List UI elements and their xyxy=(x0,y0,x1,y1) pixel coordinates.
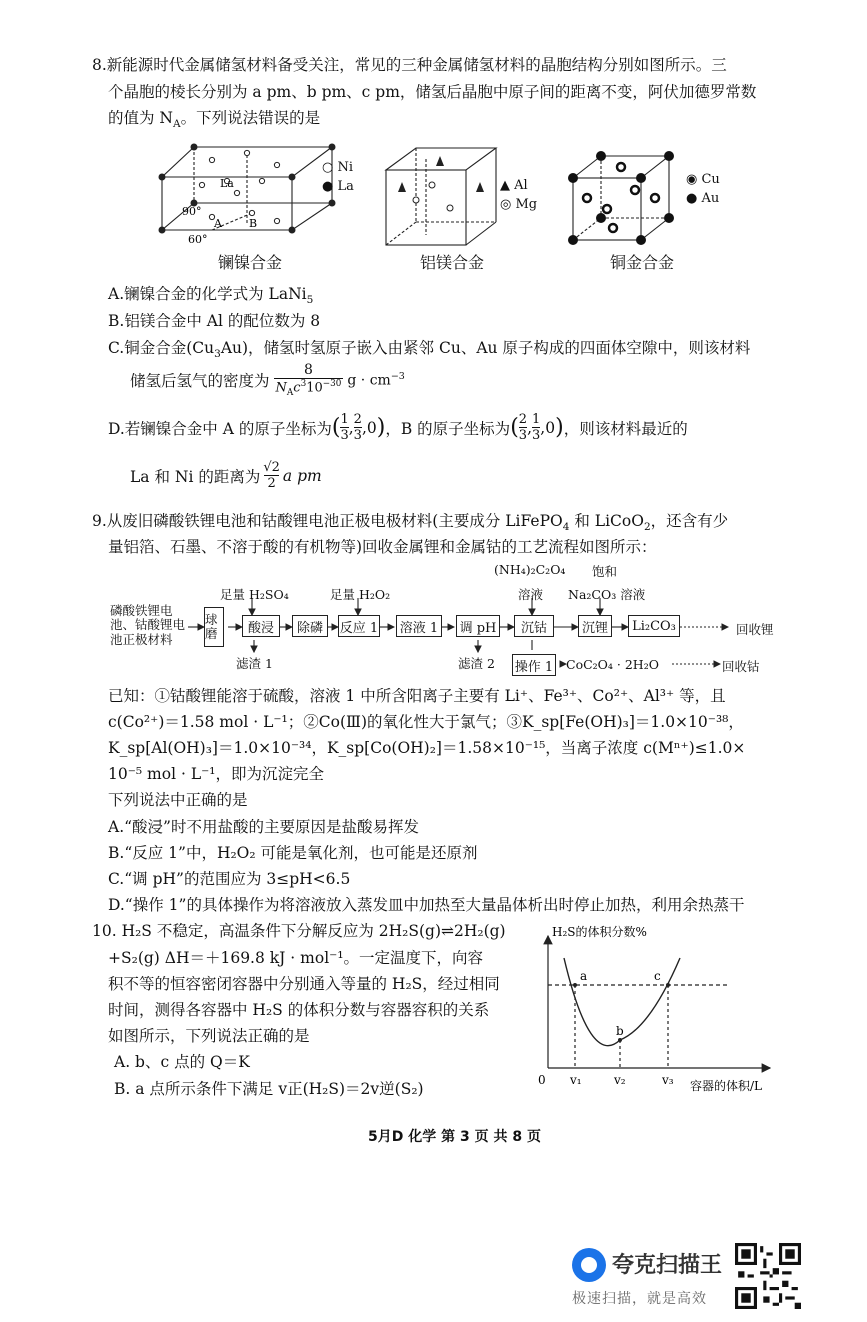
flow-box-reaction1: 反应 1 xyxy=(338,615,380,637)
y-axis-label: H₂S的体积分数% xyxy=(552,925,647,939)
reagent-oxalate-l1: (NH₄)₂C₂O₄ xyxy=(494,562,566,577)
point-c xyxy=(666,983,670,987)
q9-option-b: B.“反应 1”中，H₂O₂ 可能是氧化剂，也可能是还原剂 xyxy=(108,844,478,862)
q9-option-c: C.“调 pH”的范围应为 3≤pH<6.5 xyxy=(108,870,351,888)
flow-box-acid-leach: 酸浸 xyxy=(242,615,280,637)
v1-label: v₁ xyxy=(570,1073,582,1087)
point-a xyxy=(573,983,577,987)
product-cobalt-oxalate: CoC₂O₄ · 2H₂O xyxy=(566,657,659,672)
v3-label: v₃ xyxy=(662,1073,674,1087)
q10-line2: +S₂(g) ΔH＝＋169.8 kJ · mol⁻¹。一定温度下，向容 xyxy=(108,949,484,967)
fig1-legend: ○ Ni ● La xyxy=(322,160,354,194)
flow-box-operation1: 操作 1 xyxy=(512,654,556,676)
q8-stem-line2: 个晶胞的棱长分别为 a pm、b pm、c pm，储氢后晶胞中原子间的距离不变，阿伏加德罗常数 xyxy=(108,83,757,101)
q10-option-b: B. a 点所示条件下满足 v正(H₂S)＝2v逆(S₂) xyxy=(114,1080,424,1098)
fig3-caption: 铜金合金 xyxy=(610,253,675,272)
q8-option-d-line2: La 和 Ni 的距离为 √2 2 a pm xyxy=(130,460,322,491)
q9-option-a: A.“酸浸”时不用盐酸的主要原因是盐酸易挥发 xyxy=(108,818,419,836)
residue-1: 滤渣 1 xyxy=(236,656,273,671)
q9-ask: 下列说法中正确的是 xyxy=(108,791,248,809)
q9-option-d: D.“操作 1”的具体操作为将溶液放入蒸发皿中加热至大量晶体析出时停止加热，利用余热蒸干 xyxy=(108,896,745,914)
reagent-na2co3-l2: Na₂CO₃ 溶液 xyxy=(568,587,646,602)
quark-logo-icon xyxy=(572,1248,606,1282)
reagent-oxalate-l2: 溶液 xyxy=(518,587,544,602)
almg-crystal-figure xyxy=(380,140,505,250)
point-b xyxy=(618,1038,622,1042)
q9-stem-line2: 量铝箔、石墨、不溶于酸的有机物等)回收金属锂和金属钴的工艺流程如图所示： xyxy=(108,538,657,556)
origin-label: 0 xyxy=(538,1073,546,1087)
angle-90-label: 90° xyxy=(182,205,202,218)
reagent-na2co3-l1: 饱和 xyxy=(592,564,618,579)
q8-option-c-line2: 储氢后氢气的密度为 8 $N_Ac^310^{-30}$ $g \cdot cm^{-3}$ xyxy=(130,362,405,398)
h2s-volume-fraction-graph xyxy=(530,918,790,1098)
flow-box-dephos: 除磷 xyxy=(292,615,328,637)
reagent-h2o2: 足量 H₂O₂ xyxy=(330,587,391,602)
q8-option-a: A.镧镍合金的化学式为 LaNi$_5$ xyxy=(108,285,314,307)
mg-ring-icon: ◎ xyxy=(500,197,512,212)
q8-option-d-line1: D.若镧镍合金中 A 的原子坐标为 ( 1 3 , 2 3 , 0 ) ，B 的原子坐标为 ( 2 3 , 1 3 , 0 ) ，则该材料最近的 xyxy=(108,412,688,443)
la-filled-circle-icon: ● xyxy=(322,179,334,194)
flow-box-li2co3: Li₂CO₃ xyxy=(628,615,680,637)
point-b-label: b xyxy=(616,1024,624,1038)
density-fraction: 8 $N_Ac^310^{-30}$ xyxy=(275,362,342,398)
page-footer: 5月D 化学 第 3 页 共 8 页 xyxy=(368,1129,541,1145)
point-a-label: a xyxy=(580,969,588,983)
cuau-crystal-figure xyxy=(565,148,680,248)
fig2-caption: 铝镁合金 xyxy=(420,253,485,272)
angle-60-label: 60° xyxy=(188,233,208,245)
la-label: La xyxy=(220,177,234,190)
recover-lithium: 回收锂 xyxy=(736,622,774,637)
q8-option-c-line1: C.铜金合金$(Cu_3Au)$，储氢时氢原子嵌入由紧邻 Cu、Au 原子构成的四面体空隙中，则该材料 xyxy=(108,339,751,361)
fig2-legend: ▲ Al ◎ Mg xyxy=(500,178,538,212)
qr-code-icon xyxy=(735,1243,801,1309)
v2-label: v₂ xyxy=(614,1073,626,1087)
fig3-legend: ◉ Cu ● Au xyxy=(686,172,720,206)
q8-stem-line3: 的值为 $N_A$。下列说法错误的是 xyxy=(108,109,321,131)
q10-line4: 时间，测得各容器中 H₂S 的体积分数与容器容积的关系 xyxy=(108,1001,490,1019)
q10-line3: 积不等的恒容密闭容器中分别通入等量的 H₂S，经过相同 xyxy=(108,975,500,993)
flow-box-li-precip: 沉锂 xyxy=(578,615,612,637)
al-triangle-icon: ▲ xyxy=(500,178,510,193)
flow-box-adjust-ph: 调 pH xyxy=(456,615,500,637)
q8-stem-line1: 8.新能源时代金属储氢材料备受关注，常见的三种金属储氢材料的晶胞结构分别如图所示。三 xyxy=(92,56,727,74)
residue-2: 滤渣 2 xyxy=(458,656,495,671)
q9-known-line4: 10⁻⁵ mol · L⁻¹，即为沉淀完全 xyxy=(108,765,325,783)
fig1-caption: 镧镍合金 xyxy=(218,253,283,272)
flow-source: 磷酸铁锂电 池、钴酸锂电 池正极材料 xyxy=(110,603,186,647)
q9-known-line2: c(Co²⁺)＝1.58 mol · L⁻¹；②Co(Ⅲ)的氧化性大于氯气；③K_sp[Fe(OH)₃]＝1.0×10⁻³⁸， xyxy=(108,713,744,731)
q9-known-line3: K_sp[Al(OH)₃]＝1.0×10⁻³⁴，K_sp[Co(OH)₂]＝1.58×10⁻¹⁵，当离子浓度 c(Mⁿ⁺)≤1.0× xyxy=(108,739,746,757)
q9-known-line1: 已知：①钴酸锂能溶于硫酸，溶液 1 中所含阳离子主要有 Li⁺、Fe³⁺、Co²⁺、Al³⁺ 等，且 xyxy=(108,687,726,705)
flow-box-co-precip: 沉钴 xyxy=(514,615,554,637)
q10-line1: 10. H₂S 不稳定，高温条件下分解反应为 2H₂S(g)⇌2H₂(g) xyxy=(92,922,506,940)
recover-cobalt: 回收钴 xyxy=(722,659,760,674)
watermark-slogan: 极速扫描，就是高效 xyxy=(572,1291,707,1307)
point-c-label: c xyxy=(654,969,661,983)
reagent-h2so4: 足量 H₂SO₄ xyxy=(220,587,289,602)
flow-box-ball-mill: 球磨 xyxy=(204,607,224,647)
ni-open-circle-icon: ○ xyxy=(322,160,334,175)
flow-box-solution1: 溶液 1 xyxy=(396,615,442,637)
x-axis-label: 容器的体积/L xyxy=(690,1079,763,1093)
q8-option-b: B.铝镁合金中 Al 的配位数为 8 xyxy=(108,312,321,330)
watermark-brand: 夸克扫描王 xyxy=(612,1253,723,1278)
q10-option-a: A. b、c 点的 Q＝K xyxy=(114,1053,250,1071)
cu-dotted-circle-icon: ◉ xyxy=(686,172,698,187)
au-filled-circle-icon: ● xyxy=(686,191,698,206)
point-a-label: A xyxy=(214,217,222,230)
q10-line5: 如图所示，下列说法正确的是 xyxy=(108,1027,310,1045)
point-b-label: B xyxy=(249,217,258,230)
q9-stem-line1: 9.从废旧磷酸铁锂电池和钴酸锂电池正极电极材料(主要成分 LiFePO$_4$ 和 LiCoO$_2$，还含有少 xyxy=(92,512,729,534)
